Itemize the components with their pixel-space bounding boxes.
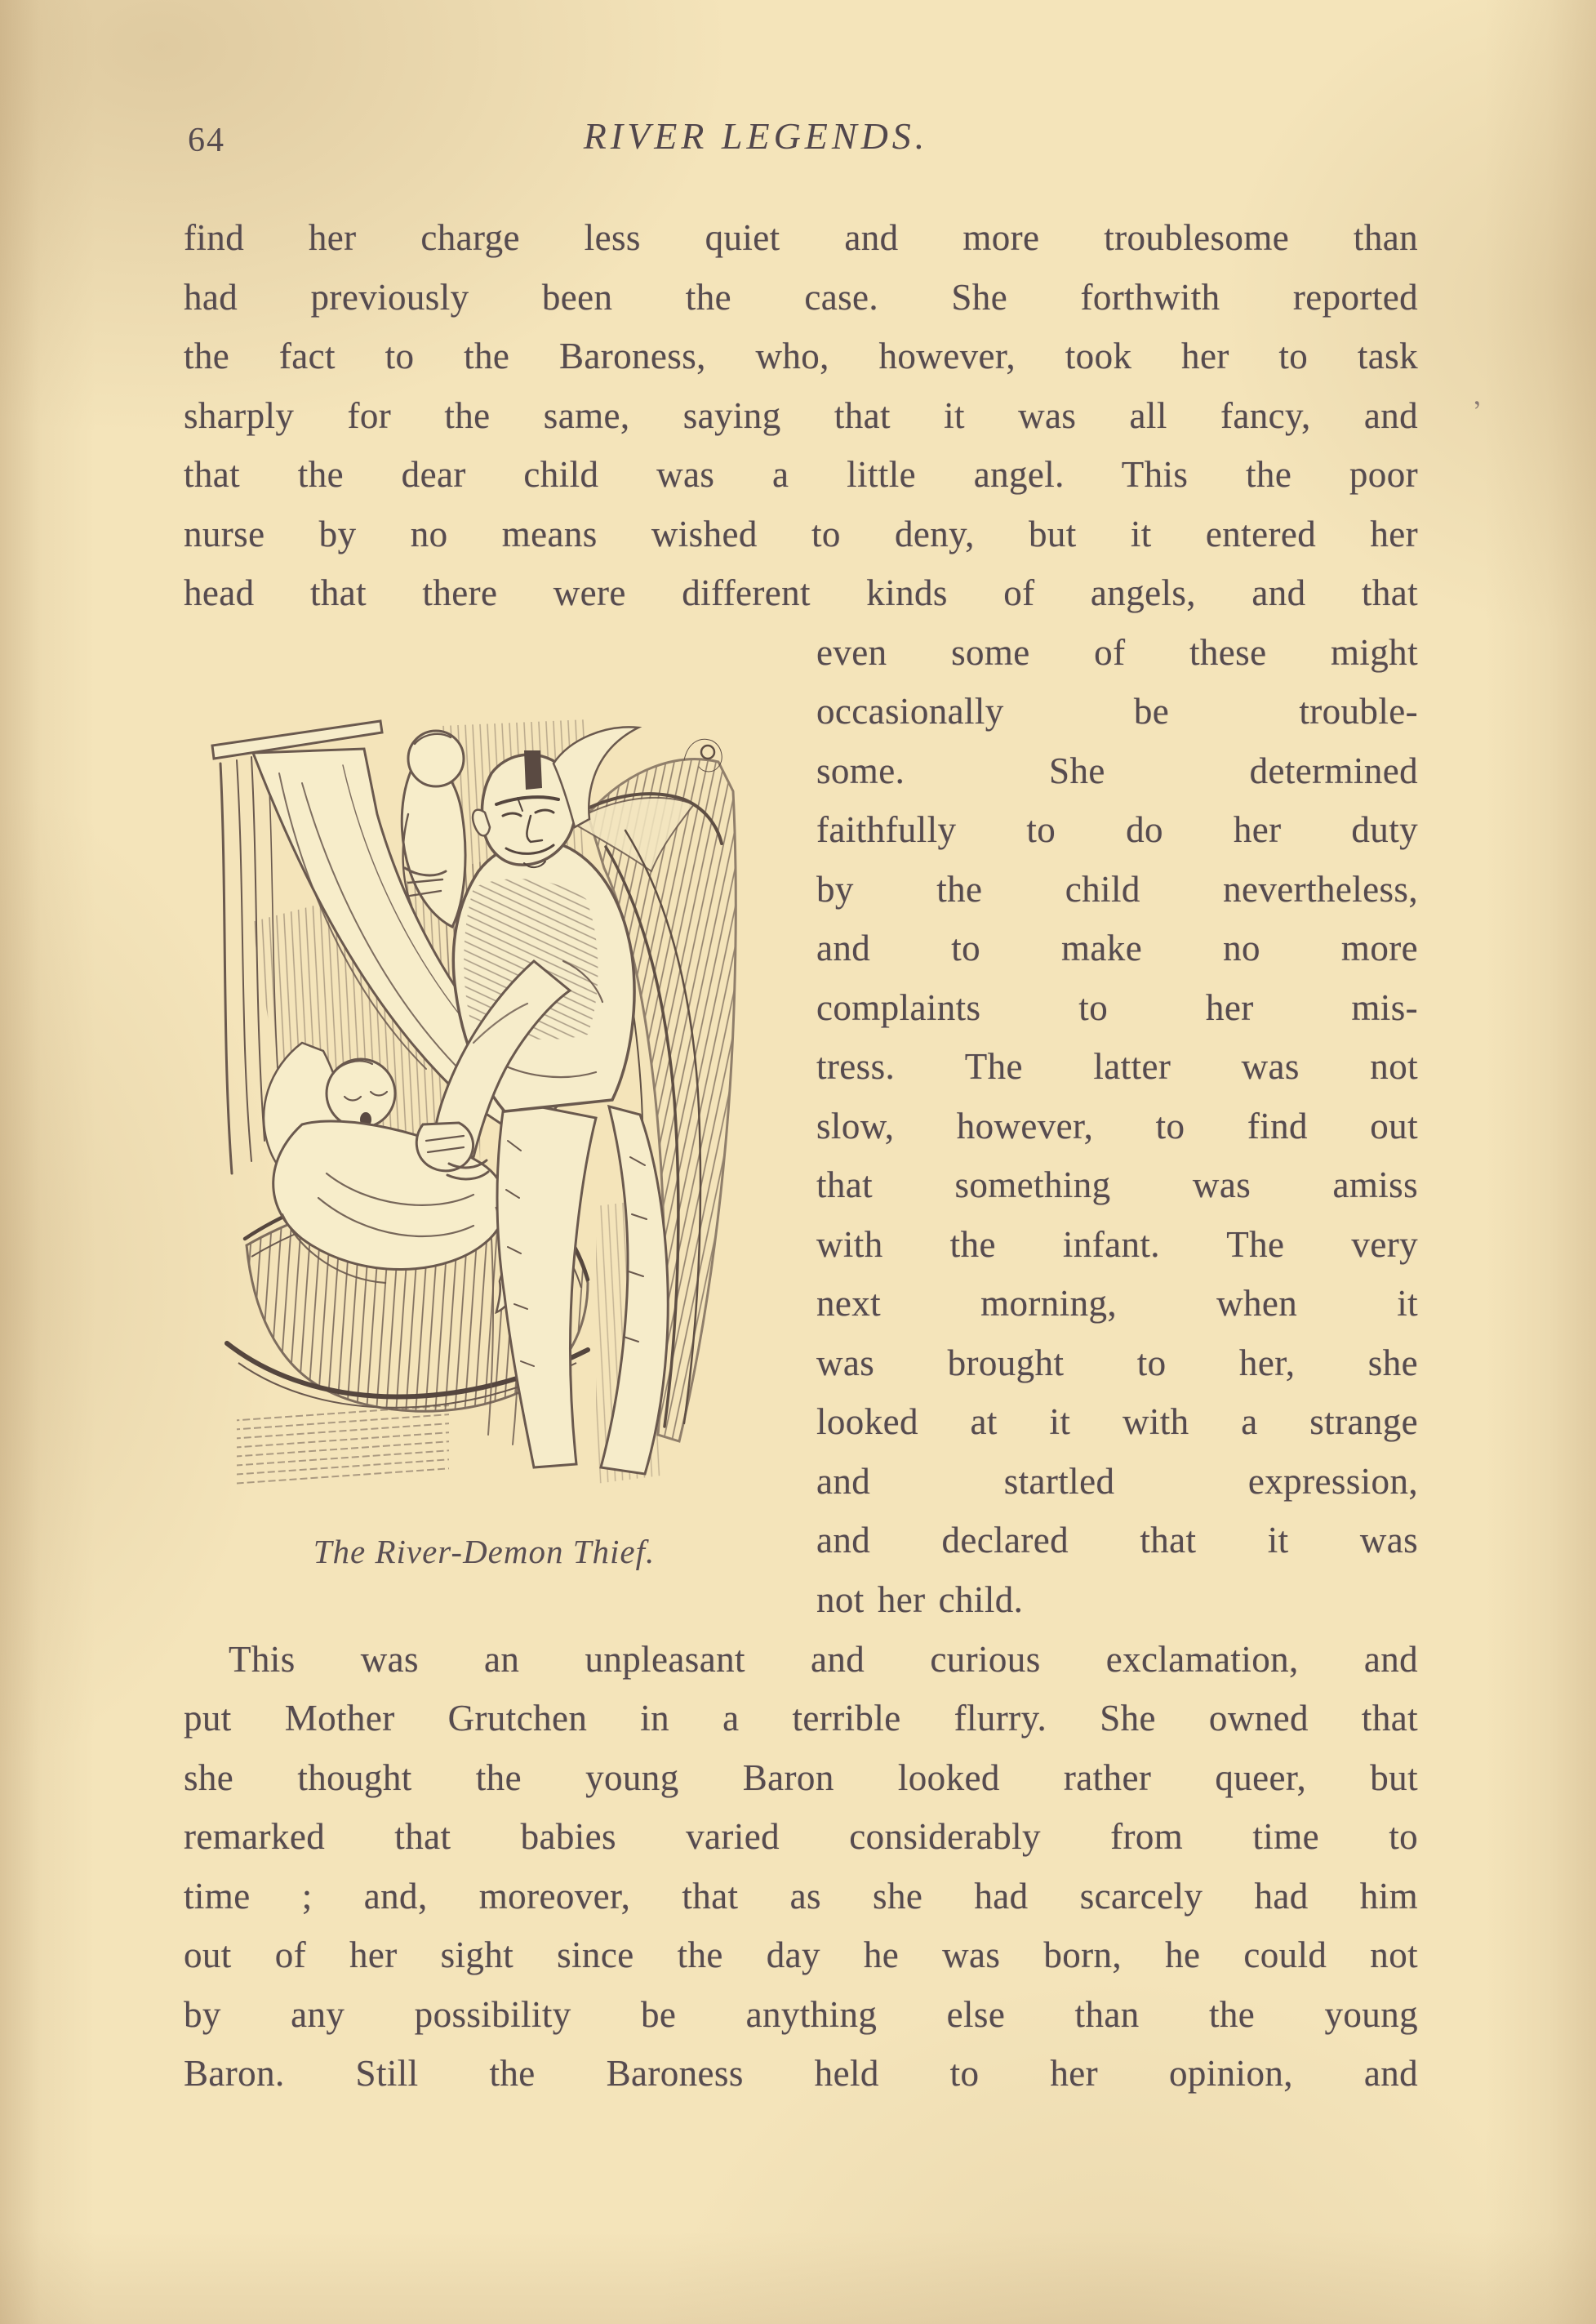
text-line: remarked that babies varied considerably from time to xyxy=(184,1816,1418,1857)
figure-and-text-row xyxy=(184,623,1418,1630)
text-line: looked at it with a strange xyxy=(816,1401,1418,1442)
text-line: by any possibility be anything else than the young xyxy=(184,1993,1418,2035)
text-line: This was an unpleasant and curious exclamation, and xyxy=(229,1638,1418,1680)
illustration-figure xyxy=(184,623,739,1571)
river-demon-illustration xyxy=(204,716,740,1487)
wrapped-text-column xyxy=(816,623,1418,1630)
text-line: complaints to her mis- xyxy=(816,986,1418,1028)
text-line: head that there were different kinds of angels, and that xyxy=(184,572,1418,613)
text-line: put Mother Grutchen in a terrible flurry. She owned that xyxy=(184,1698,1418,1739)
text-line: by the child nevertheless, xyxy=(816,868,1418,910)
text-line: next morning, when it xyxy=(816,1283,1418,1324)
page-number: 64 xyxy=(188,122,225,159)
text-line: some. She determined xyxy=(816,750,1418,791)
text-line: occasionally be trouble- xyxy=(816,691,1418,732)
text-line: slow, however, to find out xyxy=(816,1105,1418,1146)
text-line: she thought the young Baron looked rather queer, but xyxy=(184,1756,1418,1798)
text-line: and startled expression, xyxy=(816,1460,1418,1502)
running-title: RIVER LEGENDS. xyxy=(583,115,929,157)
running-head xyxy=(184,114,1418,162)
text-line: faithfully to do her duty xyxy=(816,809,1418,850)
text-line: the fact to the Baroness, who, however, took her to task xyxy=(184,336,1418,376)
demon-fist xyxy=(416,1123,473,1171)
floor-shadow-hatching xyxy=(237,1400,449,1487)
text-line: Baron. Still the Baroness held to her opinion, and xyxy=(184,2053,1418,2094)
paragraph-top xyxy=(184,208,1418,623)
text-line: sharply for the same, saying that it was all fancy, and xyxy=(184,394,1418,436)
text-line: tress. The latter was not xyxy=(816,1046,1418,1087)
ink-speck: , xyxy=(1469,377,1483,412)
text-line: and to make no more xyxy=(816,928,1418,968)
text-line: nurse by no means wished to deny, but it entered her xyxy=(184,513,1418,554)
text-line: out of her sight since the day he was born, he could not xyxy=(184,1934,1418,1975)
text-line: that the dear child was a little angel. This the poor xyxy=(184,454,1418,495)
paragraph-bottom xyxy=(184,1630,1418,2104)
text-line: that something was amiss xyxy=(816,1164,1418,1205)
text-line: not her child. xyxy=(816,1578,1024,1620)
text-line: find her charge less quiet and more troublesome than xyxy=(184,217,1418,258)
demon-horn xyxy=(524,750,542,790)
figure-caption: The River-Demon Thief. xyxy=(313,1532,656,1570)
text-line: had previously been the case. She forthwith reported xyxy=(184,276,1418,318)
text-line: was brought to her, she xyxy=(816,1342,1418,1383)
text-line: with the infant. The very xyxy=(816,1223,1418,1265)
text-line: even some of these might xyxy=(816,631,1418,673)
text-line: and declared that it was xyxy=(816,1520,1418,1560)
text-line: time ; and, moreover, that as she had scarcely had him xyxy=(184,1875,1418,1917)
type-area xyxy=(184,114,1418,2104)
